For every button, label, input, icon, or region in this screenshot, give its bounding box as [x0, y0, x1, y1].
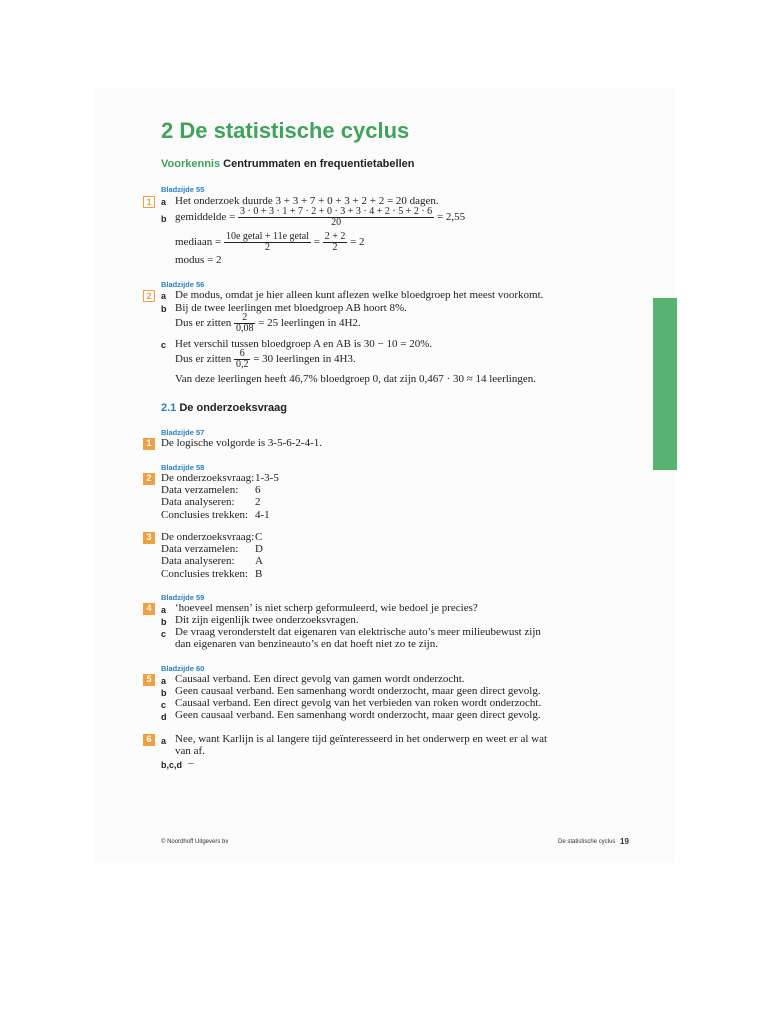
- calc-fraction: [234, 349, 251, 370]
- page-number: 19: [620, 837, 629, 846]
- calc-result: = 25 leerlingen in 4H2.: [258, 317, 361, 330]
- part-label-c: c: [161, 700, 167, 710]
- answer-1a: Het onderzoek duurde 3 + 3 + 7 + 0 + 3 + 2 + 2 = 20 dagen.: [175, 195, 439, 207]
- table-row: Conclusies trekken: B: [161, 567, 263, 580]
- answer-1b-median: [175, 232, 365, 253]
- table-row: Data analyseren: A: [161, 555, 263, 568]
- part-label-b: b: [161, 688, 167, 698]
- answer-2c-followup: Van deze leerlingen heeft 46,7% bloedgroep 0, dat zijn 0,467 · 30 ≈ 14 leerlingen.: [175, 373, 536, 385]
- question-number-2: 2: [143, 290, 155, 302]
- table-row: Data verzamelen: 6: [161, 484, 261, 497]
- answer-4c-cont: dan eigenaren van benzineauto’s en dat hoeft niet zo te zijn.: [175, 638, 438, 650]
- footer-chapter: De statistische cyclus: [558, 839, 616, 845]
- answer-5b: Geen causaal verband. Een samenhang wordt onderzocht, maar geen direct gevolg.: [175, 685, 541, 697]
- answer-6a: Nee, want Karlijn is al langere tijd geïnteresseerd in het onderwerp en weet er al wat: [175, 733, 548, 745]
- answer-4b: Dit zijn eigenlijk twee onderzoeksvragen.: [175, 614, 359, 626]
- page-ref-59: Bladzijde 59: [161, 593, 205, 602]
- chapter-tab: [653, 298, 677, 470]
- answer-5a: Causaal verband. Een direct gevolg van gamen wordt onderzocht.: [175, 673, 465, 685]
- table-row: Data verzamelen: D: [161, 543, 263, 556]
- chapter-title: 2 De statistische cyclus: [161, 118, 410, 143]
- cycle-table-2: [161, 472, 279, 521]
- median-denominator: 2: [264, 242, 270, 253]
- answer-5d: Geen causaal verband. Een samenhang wordt onderzocht, maar geen direct gevolg.: [175, 709, 541, 721]
- calc-prefix: Dus er zitten: [175, 317, 232, 330]
- part-label-a: a: [161, 736, 167, 746]
- answer-2b: Bij de twee leerlingen met bloedgroep AB hoort 8%.: [175, 302, 407, 314]
- part-label-b: b: [161, 617, 167, 627]
- calc-denominator: 0,08: [235, 323, 254, 334]
- section-heading: [161, 402, 287, 414]
- table-row: Conclusies trekken: 4-1: [161, 508, 270, 521]
- page-ref-57: Bladzijde 57: [161, 428, 205, 437]
- answer-1b-mode: modus = 2: [175, 254, 222, 266]
- page-ref-60: Bladzijde 60: [161, 664, 205, 673]
- median-result: = 2: [350, 236, 365, 249]
- table-row: De onderzoeksvraag:C: [161, 531, 263, 543]
- part-label-a: a: [161, 605, 167, 615]
- calc-numerator: 2: [234, 313, 256, 324]
- section-number: 2.1: [161, 402, 177, 414]
- cycle-table-3: [161, 531, 263, 580]
- part-label-a: a: [161, 291, 167, 301]
- median-equals: =: [313, 236, 320, 249]
- answer-2a: De modus, omdat je hier alleen kunt aflezen welke bloedgroep het meest voorkomt.: [175, 289, 544, 301]
- part-label-d: d: [161, 712, 167, 722]
- footer-copyright: © Noordhoff Uitgevers bv: [161, 839, 229, 845]
- answer-57-1: De logische volgorde is 3-5-6-2-4-1.: [161, 437, 322, 449]
- part-label-c: c: [161, 629, 167, 639]
- median-numerator-2: 2 + 2: [324, 231, 346, 242]
- answer-2c-calc: [175, 349, 356, 370]
- voorkennis-title: Centrummaten en frequentietabellen: [223, 158, 415, 170]
- question-number-1: 1: [143, 196, 155, 208]
- mean-result: = 2,55: [436, 211, 466, 224]
- calc-denominator: 0,2: [235, 359, 249, 370]
- answer-6a-cont: van af.: [175, 745, 205, 757]
- question-number-6: 6: [143, 734, 155, 746]
- median-denominator-2: 2: [332, 242, 338, 253]
- calc-fraction: [234, 313, 256, 334]
- median-fraction-2: [323, 232, 348, 253]
- mean-numerator: 3 · 0 + 3 · 1 + 7 · 2 + 0 · 3 + 3 · 4 + 2 · 5 + 2 · 6: [240, 206, 433, 217]
- mean-prefix: gemiddelde =: [175, 211, 236, 224]
- answer-5c: Causaal verband. Een direct gevolg van het verbieden van roken wordt onderzocht.: [175, 697, 542, 709]
- page-ref-58: Bladzijde 58: [161, 463, 205, 472]
- answer-4c: De vraag veronderstelt dat eigenaren van elektrische auto’s meer milieubewust zijn: [175, 626, 541, 638]
- table-row: Data analyseren: 2: [161, 496, 261, 509]
- answer-6bcd: –: [188, 757, 194, 769]
- part-label-b: b: [161, 214, 167, 224]
- mean-denominator: 20: [331, 217, 342, 228]
- answer-4a: ‘hoeveel mensen’ is niet scherp geformuleerd, wie bedoel je precies?: [175, 602, 478, 614]
- part-label-a: a: [161, 197, 167, 207]
- answer-2b-calc: [175, 313, 361, 334]
- median-numerator: 10e getal + 11e getal: [225, 231, 309, 242]
- part-label-c: c: [161, 340, 167, 350]
- mean-fraction: [238, 207, 434, 228]
- median-fraction: [224, 232, 311, 253]
- calc-result: = 30 leerlingen in 4H3.: [253, 353, 356, 366]
- question-number-5: 5: [143, 674, 155, 686]
- page-ref-56: Bladzijde 56: [161, 280, 205, 289]
- voorkennis-heading: [161, 158, 414, 170]
- calc-prefix: Dus er zitten: [175, 353, 232, 366]
- question-number-3: 3: [143, 532, 155, 544]
- voorkennis-label: Voorkennis: [161, 158, 221, 170]
- answer-2c: Het verschil tussen bloedgroep A en AB is 30 − 10 = 20%.: [175, 338, 433, 350]
- question-number-4: 4: [143, 603, 155, 615]
- part-label-a: a: [161, 676, 167, 686]
- question-number-1: 1: [143, 438, 155, 450]
- calc-numerator: 6: [234, 349, 251, 360]
- section-title: De onderzoeksvraag: [179, 402, 287, 414]
- answer-1b-mean: [175, 207, 465, 228]
- median-prefix: mediaan =: [175, 236, 222, 249]
- part-label-b: b: [161, 304, 167, 314]
- page-ref-55: Bladzijde 55: [161, 185, 205, 194]
- table-row: De onderzoeksvraag:1-3-5: [161, 472, 279, 484]
- question-number-2: 2: [143, 473, 155, 485]
- part-label-bcd: b,c,d: [161, 760, 183, 770]
